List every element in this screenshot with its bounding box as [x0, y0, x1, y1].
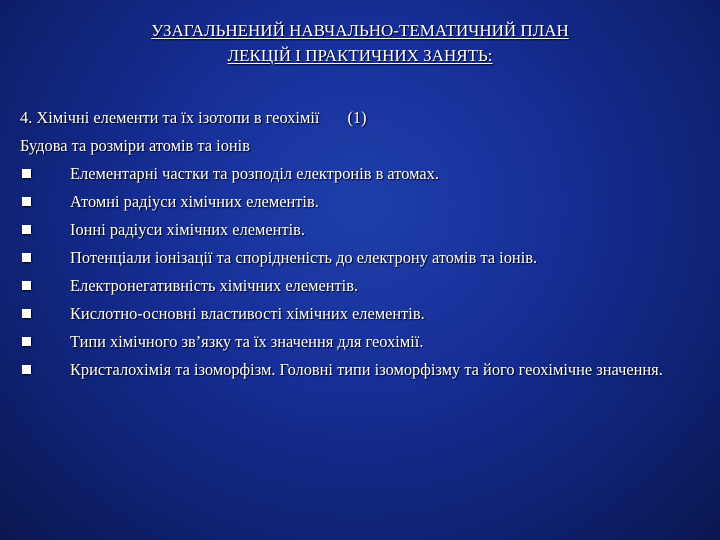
list-item-text: Кристалохімія та ізоморфізм. Головні типи ізоморфізму та його геохімічне значення. — [70, 360, 663, 379]
title-line-1: УЗАГАЛЬНЕНИЙ НАВЧАЛЬНО-ТЕМАТИЧНИЙ ПЛАН — [151, 21, 569, 40]
list-item — [20, 356, 700, 384]
square-bullet-icon — [22, 169, 31, 178]
square-bullet-icon — [22, 197, 31, 206]
square-bullet-icon — [22, 337, 31, 346]
section-heading: 4. Хімічні елементи та їх ізотопи в геохімії — [20, 108, 320, 127]
section-note: (1) — [347, 108, 367, 127]
list-item-text: Потенціали іонізації та спорідненість до електрону атомів та іонів. — [70, 248, 538, 267]
list-item-text: Елементарні частки та розподіл електронів в атомах. — [70, 164, 439, 183]
square-bullet-icon — [22, 253, 31, 262]
list-item-text: Типи хімічного зв’язку та їх значення для геохімії. — [70, 332, 424, 351]
square-bullet-icon — [22, 225, 31, 234]
list-item — [20, 244, 700, 272]
subheading: Будова та розміри атомів та іонів — [20, 136, 250, 155]
list-item-text: Електронегативність хімічних елементів. — [70, 276, 359, 295]
list-item — [20, 300, 700, 328]
list-item-text: Кислотно-основні властивості хімічних елементів. — [70, 304, 425, 323]
slide-title — [40, 18, 680, 68]
square-bullet-icon — [22, 309, 31, 318]
list-item — [20, 272, 700, 300]
list-item — [20, 216, 700, 244]
list-item — [20, 188, 700, 216]
topic-list — [20, 160, 700, 384]
list-item-text: Іонні радіуси хімічних елементів. — [70, 220, 306, 239]
list-item — [20, 328, 700, 356]
list-item-text: Атомні радіуси хімічних елементів. — [70, 192, 319, 211]
list-item — [20, 160, 700, 188]
slide-content — [20, 104, 700, 384]
section-heading-row — [20, 104, 700, 132]
square-bullet-icon — [22, 281, 31, 290]
title-line-2: ЛЕКЦІЙ І ПРАКТИЧНИХ ЗАНЯТЬ: — [227, 46, 493, 65]
square-bullet-icon — [22, 365, 31, 374]
